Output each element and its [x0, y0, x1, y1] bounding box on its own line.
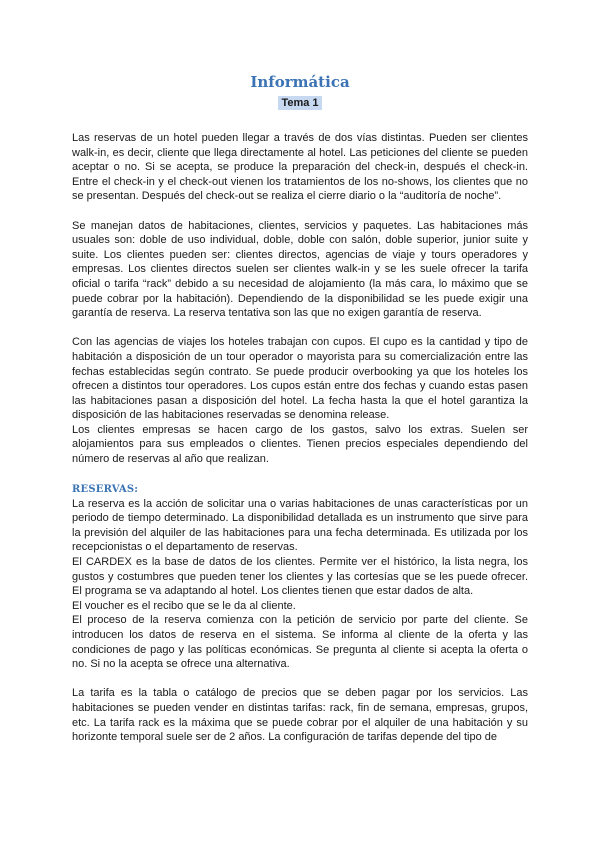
paragraph-walk-in: Las reservas de un hotel pueden llegar a través de dos vías distintas. Pueden ser clientes walk-in, es decir, cliente que llega directamente al hotel. Las peticiones del cliente se pueden aceptar o no. Si se acepta, se produce la preparación del check-in, después el check-in. Entre el check-in y el check-out vienen los tratamientos de los no-shows, los clientes que no se presentan. Después del check-out se realiza el cierre diario o la “auditoría de noche”. — [72, 132, 528, 203]
paragraph-datos: Se manejan datos de habitaciones, clientes, servicios y paquetes. Las habitaciones más usuales son: doble de uso individual, doble, doble con salón, doble superior, junior suite y suite. Los clientes pueden ser: clientes directos, agencias de viaje y tours operadores y empresas. Los clientes directos suelen ser clientes walk-in y se les suele ofrecer la tarifa oficial o tarifa “rack” debido a su necesidad de alojamiento (la más cara, lo máximo que se puede cobrar por la habitación). Dependiendo de la disponibilidad se les puede exigir una garantía de reserva. La reserva tentativa son las que no exigen garantía de reserva. — [72, 219, 528, 320]
subtitle-wrapper — [72, 93, 528, 111]
section-heading-reservas: RESERVAS: — [72, 483, 139, 495]
paragraph-cupos: Con las agencias de viajes los hoteles trabajan con cupos. El cupo es la cantidad y tipo de habitación a disposición de un tour operador o mayorista para su comercialización entre las fechas establecidas según contrato. Se puede producir overbooking ya que los hoteles los ofrecen a distintos tour operadores. Los cupos están entre dos fechas y cuando estas pasen las habitaciones pasan a disposición del hotel. La fecha hasta la que el hotel garantiza la disposición de las habitaciones reservadas se denomina release. — [72, 336, 528, 422]
paragraph-voucher: El voucher es el recibo que se le da al cliente. — [72, 599, 296, 612]
paragraph-proceso: El proceso de la reserva comienza con la petición de servicio por parte del cliente. Se introducen los datos de reserva en el sistema. Se informa al cliente de la oferta y las condiciones de pago y las políticas económicas. Se pregunta al cliente si acepta la oferta o no. Si no la acepta se ofrece una alternativa. — [72, 614, 528, 671]
page-subtitle: Tema 1 — [278, 96, 321, 110]
page-title: Informática — [250, 73, 350, 91]
paragraph-reserva: La reserva es la acción de solicitar una o varias habitaciones de unas características por un periodo de tiempo determinado. La disponibilidad detallada es un instrumento que sirve para la previsión del alquiler de las habitaciones para una fecha determinada. Es utilizada por los recepcionistas o el departamento de reservas. — [72, 497, 528, 554]
paragraph-empresas: Los clientes empresas se hacen cargo de los gastos, salvo los extras. Suelen ser alojamientos para sus empleados o clientes. Tienen precios especiales dependiendo del número de reservas al año que realizan. — [72, 423, 528, 466]
paragraph-cardex: El CARDEX es la base de datos de los clientes. Permite ver el histórico, la lista negra, los gustos y costumbres que pueden tener los clientes y las cortesías que se les puede ofrecer. El programa se va adaptando al hotel. Los clientes tienen que estar dados de alta. — [72, 556, 528, 598]
paragraph-tarifa: La tarifa es la tabla o catálogo de precios que se deben pagar por los servicios. Las habitaciones se pueden vender en distintas tarifas: rack, fin de semana, empresas, grupos, etc. La tarifa rack es la máxima que se puede cobrar por el alquiler de una habitación y su horizonte temporal suele ser de 2 años. La configuración de tarifas depende del tipo de — [72, 687, 528, 744]
